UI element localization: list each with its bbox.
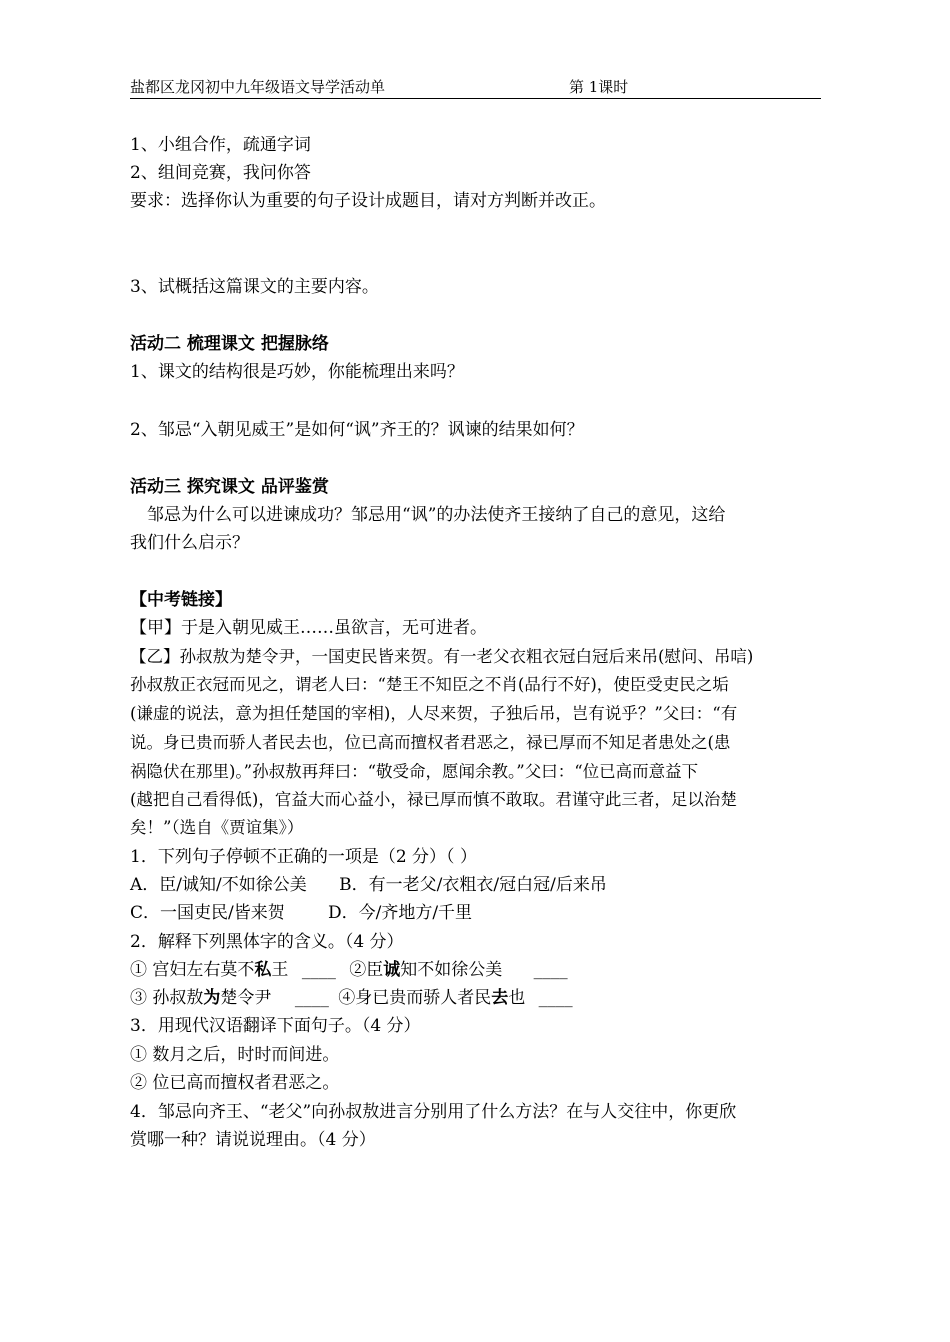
exam-yi-line: 矣！”（选自《贾谊集》） — [130, 818, 304, 837]
q2-item-b-keyword: 诚 — [383, 960, 401, 980]
exam-q3-a: ① 数月之后，时时而间进。 — [130, 1045, 340, 1065]
page-header — [130, 76, 821, 99]
activity1-q1: 1、小组合作，疏通字词 — [130, 135, 311, 155]
answer-blank[interactable]: ____ — [533, 960, 568, 980]
q2-item-d-pre: ④身已贵而骄人者民 — [338, 988, 492, 1008]
exam-q1-options-cd: C．一国吏民/皆来贺 D．今/齐地方/千里 — [130, 903, 473, 923]
exam-yi-line: 祸隐伏在那里)。”孙叔敖再拜曰：“敬受命，愿闻余教。”父曰：“位已高而意益下 — [130, 762, 699, 781]
activity3-heading: 活动三 探究课文 品评鉴赏 — [130, 477, 329, 497]
q2-item-b-post: 知不如徐公美 — [400, 960, 503, 980]
header-lesson: 第 1课时 — [569, 78, 629, 96]
activity3-line1: 邹忌为什么可以进谏成功？邹忌用“讽”的办法使齐王接纳了自己的意见，这给 — [147, 505, 726, 525]
exam-q2: 2．解释下列黑体字的含义。（4 分） — [130, 932, 404, 952]
q2-item-a-post: 王 — [271, 960, 289, 980]
exam-yi-line: 孙叔敖正衣冠而见之，谓老人曰：“楚王不知臣之不肖(品行不好)，使臣受吏民之垢 — [130, 675, 729, 694]
exam-q4-line2: 赏哪一种？请说说理由。（4 分） — [130, 1130, 376, 1150]
exam-yi-line: 说。身已贵而骄人者民去也，位已高而擅权者君恶之，禄已厚而不知足者患处之(患 — [130, 733, 731, 752]
header-title: 盐都区龙冈初中九年级语文导学活动单 — [130, 78, 386, 96]
exam-q3-b: ② 位已高而擅权者君恶之。 — [130, 1073, 340, 1093]
activity2-heading: 活动二 梳理课文 把握脉络 — [130, 334, 329, 354]
exam-q2-row2 — [130, 986, 573, 1010]
q2-item-c-pre: ③ 孙叔敖 — [130, 988, 204, 1008]
answer-blank[interactable]: ____ — [538, 988, 573, 1008]
q2-item-b-pre: ②臣 — [349, 960, 384, 980]
q2-item-c-post: 楚令尹 — [220, 988, 272, 1008]
q2-item-d-post: 也 — [508, 988, 526, 1008]
q2-item-c-keyword: 为 — [203, 988, 221, 1008]
exam-q3: 3．用现代汉语翻译下面句子。（4 分） — [130, 1016, 421, 1036]
exam-q1-options-ab: A．臣/诚知/不如徐公美 B．有一老父/衣粗衣/冠白冠/后来吊 — [130, 875, 607, 895]
activity1-requirement: 要求：选择你认为重要的句子设计成题目，请对方判断并改正。 — [130, 191, 606, 211]
q2-item-a-pre: ① 宫妇左右莫不 — [130, 960, 255, 980]
activity2-q1: 1、课文的结构很是巧妙，你能梳理出来吗？ — [130, 362, 464, 382]
activity3-line2: 我们什么启示？ — [130, 533, 249, 553]
q2-item-d-keyword: 去 — [491, 988, 509, 1008]
activity1-q3: 3、试概括这篇课文的主要内容。 — [130, 277, 379, 297]
answer-blank[interactable]: ____ — [294, 988, 329, 1008]
exam-q4-line1: 4．邹忌向齐王、“老父”向孙叔敖进言分别用了什么方法？在与人交往中，你更欣 — [130, 1102, 737, 1122]
activity1-q2: 2、组间竞赛，我问你答 — [130, 163, 311, 183]
activity2-q2: 2、邹忌“入朝见威王”是如何“讽”齐王的？讽谏的结果如何？ — [130, 420, 584, 440]
exam-q1: 1．下列句子停顿不正确的一项是（2 分）（ ） — [130, 847, 477, 867]
answer-blank[interactable]: ____ — [301, 960, 336, 980]
exam-yi-line: 【乙】孙叔敖为楚令尹，一国吏民皆来贺。有一老父衣粗衣冠白冠后来吊(慰问、吊唁) — [130, 647, 754, 666]
exam-heading: 【中考链接】 — [130, 590, 232, 610]
exam-yi-line: (越把自己看得低)，官益大而心益小，禄已厚而慎不敢取。君谨守此三者，足以治楚 — [130, 790, 737, 809]
exam-q2-row1 — [130, 958, 568, 982]
exam-yi-line: (谦虚的说法，意为担任楚国的宰相)，人尽来贺，子独后吊，岂有说乎？”父曰：“有 — [130, 704, 738, 723]
q2-item-a-keyword: 私 — [254, 960, 272, 980]
exam-jia: 【甲】于是入朝见威王……虽欲言，无可进者。 — [130, 618, 487, 638]
